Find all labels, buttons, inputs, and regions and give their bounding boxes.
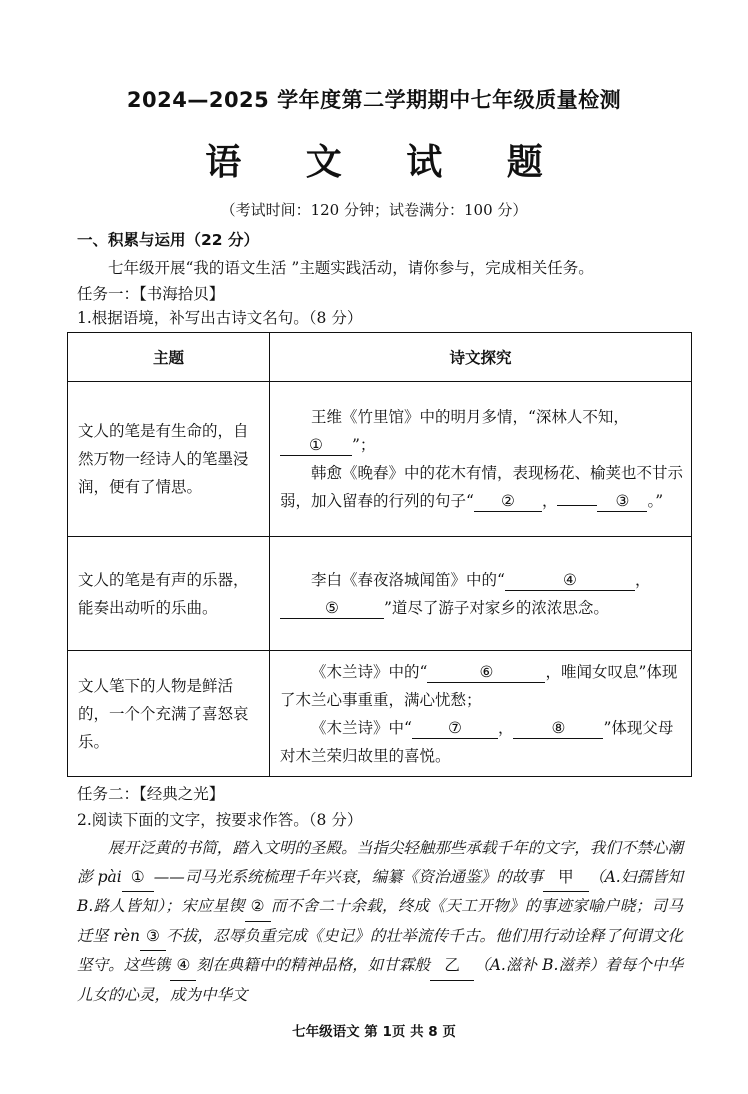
- table-row: [68, 651, 692, 777]
- table-row: [68, 537, 692, 651]
- poem-text: 王维《竹里馆》中的明月多情，“深林人不知，: [311, 408, 629, 426]
- task1-label: 任务一：【书海拾贝】: [77, 285, 225, 303]
- poem-text: 。”: [647, 492, 664, 510]
- theme-cell: 文人的笔是有生命的，自然万物一经诗人的笔墨浸润，便有了情思。: [68, 382, 270, 537]
- poem-cell: [270, 382, 692, 537]
- answer-blank-7[interactable]: ⑦: [412, 718, 498, 739]
- poem-text: ”道尽了游子对家乡的浓浓思念。: [384, 598, 609, 617]
- theme-cell: 文人笔下的人物是鲜活的，一个个充满了喜怒哀乐。: [68, 651, 270, 777]
- poem-text: ，唯闻女叹息”体现了木兰心事重重，满心忧愁；: [280, 662, 678, 709]
- poem-cell: [270, 537, 692, 651]
- task2-label: 任务二：【经典之光】: [77, 785, 225, 803]
- answer-blank-1[interactable]: ①: [280, 435, 352, 456]
- passage-blank-2[interactable]: ②: [245, 892, 271, 922]
- poem-text: 《木兰诗》中“: [311, 718, 412, 737]
- poem-text: ，: [634, 570, 651, 589]
- answer-blank-3-start[interactable]: [557, 505, 597, 506]
- passage-text: 不拔，忍辱负重完成《史记》的壮举流传千古。他们用行动诠释了何谓文化坚守。这些镌: [77, 926, 683, 974]
- passage-text: （A.妇孺皆知 B.路人皆知）；宋应星锲: [77, 867, 683, 915]
- question-1: 1.根据语境，补写出古诗文名句。（8 分）: [77, 309, 363, 327]
- passage-blank-4[interactable]: ④: [170, 951, 196, 981]
- answer-blank-8[interactable]: ⑧: [513, 718, 603, 739]
- passage-text: （A.滋补 B.滋养）着每个中华儿女的心灵，成为中华文: [77, 956, 683, 1004]
- passage-blank-3[interactable]: ③: [140, 922, 166, 952]
- answer-blank-6[interactable]: ⑥: [427, 662, 545, 683]
- passage-blank-jia[interactable]: 甲: [543, 863, 589, 893]
- section-intro: 七年级开展“我的语文生活 ”主题实践活动，请你参与，完成相关任务。: [108, 259, 594, 277]
- question-2: 2.阅读下面的文字，按要求作答。（8 分）: [77, 811, 363, 829]
- passage-text: 展开泛黄的书简，踏入文明的圣殿。当指尖轻触那些承载千年的文字，我们不禁心潮澎 pài: [77, 839, 683, 886]
- answer-blank-3[interactable]: ③: [597, 491, 647, 512]
- table-header-theme: 主题: [68, 333, 270, 382]
- poem-table: [67, 332, 692, 777]
- poem-text: ”体现父母对木兰荣归故里的喜悦。: [280, 718, 674, 765]
- exam-title: 语 文 试 题: [205, 142, 569, 183]
- passage-text: 而不舍二十余载，终成《天工开物》的事迹家喻户晓；司马迁坚 rèn: [77, 897, 683, 945]
- table-row: [68, 382, 692, 537]
- exam-header: 2024—2025 学年度第二学期期中七年级质量检测: [126, 88, 622, 112]
- section-heading: 一、积累与运用（22 分）: [77, 231, 259, 249]
- reading-passage: [77, 834, 683, 1009]
- passage-text: ——司马光系统梳理千年兴衰，编纂《资治通鉴》的故事: [153, 867, 543, 886]
- table-header-poem: 诗文探究: [270, 333, 692, 382]
- poem-text: 李白《春夜洛城闻笛》中的“: [311, 570, 505, 589]
- poem-cell: [270, 651, 692, 777]
- answer-blank-4[interactable]: ④: [505, 570, 635, 591]
- passage-blank-yi[interactable]: 乙: [430, 951, 474, 981]
- poem-text: 韩愈《晚春》中的花木有情，表现杨花、榆荚也不甘示弱，加入留春的行列的句子“: [280, 464, 684, 510]
- passage-blank-1[interactable]: ①: [122, 863, 154, 893]
- poem-text: 《木兰诗》中的“: [311, 662, 428, 681]
- answer-blank-5[interactable]: ⑤: [280, 598, 384, 619]
- answer-blank-2[interactable]: ②: [474, 491, 542, 512]
- page-footer: 七年级语文 第 1页 共 8 页: [292, 1024, 456, 1040]
- poem-text: ，: [541, 492, 558, 510]
- passage-text: 刻在典籍中的精神品格，如甘霖般: [196, 956, 431, 974]
- poem-text: ，: [497, 718, 514, 737]
- poem-text: ”；: [352, 436, 376, 454]
- theme-cell: 文人的笔是有声的乐器，能奏出动听的乐曲。: [68, 537, 270, 651]
- exam-subtitle: （考试时间：120 分钟；试卷满分：100 分）: [220, 201, 528, 219]
